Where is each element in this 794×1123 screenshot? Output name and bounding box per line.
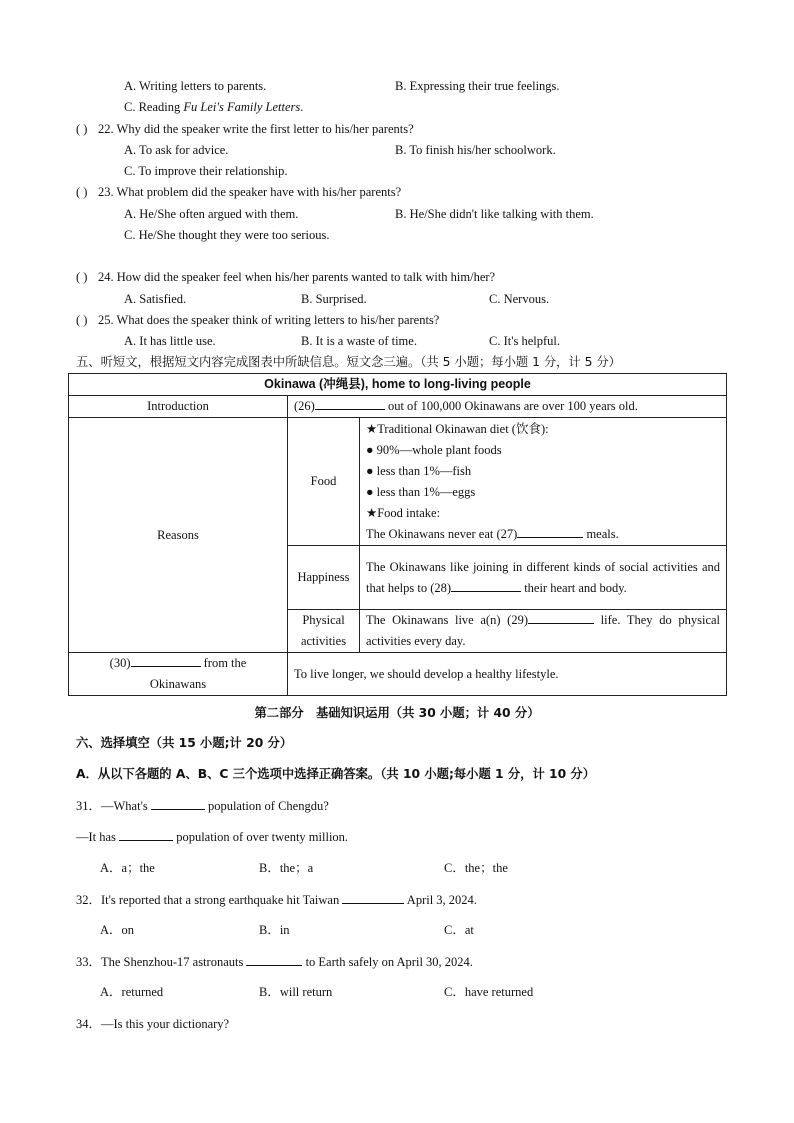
q27-blank[interactable]: [517, 525, 583, 538]
q33-pre: 33．The Shenzhou-17 astronauts: [76, 955, 247, 969]
q33-post: to Earth safely on April 30, 2024.: [302, 955, 473, 969]
q29-blank[interactable]: [528, 611, 594, 624]
food-line: ★Food intake:: [366, 505, 441, 520]
q25-text: 25. What does the speaker think of writing letters to his/her parents?: [98, 313, 440, 327]
q23-answer-paren[interactable]: ( ): [76, 185, 88, 199]
physical-label-line2: activities: [300, 634, 347, 648]
q23-option-a: A. He/She often argued with them.: [124, 207, 299, 221]
physical-post: life. They do physical activities every day.: [366, 613, 721, 648]
physical-cell: [360, 610, 727, 653]
happiness-label: Happiness: [288, 546, 360, 610]
q30-blank[interactable]: [131, 654, 201, 667]
q24-answer-paren[interactable]: ( ): [76, 270, 88, 284]
q32-option-a: A．on: [100, 923, 135, 937]
q22-question: [76, 121, 414, 137]
q24-option-a: A. Satisfied.: [124, 292, 187, 306]
okinawa-table: [68, 373, 727, 696]
food-q27-pre: The Okinawans never eat (27): [366, 526, 518, 541]
q31-line2-pre: —It has: [76, 830, 120, 844]
q32-blank[interactable]: [342, 891, 404, 904]
q24-question: [76, 269, 495, 285]
physical-pre: The Okinawans live a(n) (29): [366, 613, 528, 627]
q33-option-c: C．have returned: [444, 985, 534, 999]
q31-line1-pre: 31．—What's: [76, 799, 151, 813]
q31-line2-post: population of over twenty million.: [173, 830, 349, 844]
q26-blank[interactable]: [315, 397, 385, 410]
food-line: ● less than 1%—fish: [366, 463, 472, 478]
food-line: ★Traditional Okinawan diet (饮食):: [366, 421, 549, 436]
q25-answer-paren[interactable]: ( ): [76, 313, 88, 327]
q32-option-c: C．at: [444, 923, 474, 937]
q23-option-b: B. He/She didn't like talking with them.: [395, 207, 594, 221]
q30-post: from the: [200, 656, 247, 670]
q31-option-a: A．a；the: [100, 861, 155, 875]
q32-post: April 3, 2024.: [404, 893, 477, 907]
q33-blank[interactable]: [246, 953, 302, 966]
q26-number: (26): [294, 399, 315, 413]
sectionA-heading: A．从以下各题的 A、B、C 三个选项中选择正确答案。（共 10 小题;每小题 1 分，计 10 分）: [76, 767, 596, 781]
q25-option-c: C. It's helpful.: [489, 334, 560, 348]
physical-label: [288, 610, 360, 653]
q25-question: [76, 312, 439, 328]
q31-line1-post: population of Chengdu?: [204, 799, 329, 813]
q23-text: 23. What problem did the speaker have with his/her parents?: [98, 185, 402, 199]
q31-option-c: C．the；the: [444, 861, 508, 875]
q22-option-a: A. To ask for advice.: [124, 143, 229, 157]
reasons-label: Reasons: [69, 418, 288, 653]
food-line: ● 90%—whole plant foods: [366, 442, 502, 457]
food-q27-post: meals.: [583, 526, 619, 541]
q33-option-a: A．returned: [100, 985, 164, 999]
q24-option-b: B. Surprised.: [301, 292, 367, 306]
q32-question: [76, 891, 477, 908]
q30-label-line2: Okinawans: [149, 677, 207, 691]
happiness-cell: [360, 546, 727, 610]
q31-line1: [76, 797, 329, 814]
q34-question: 34．—Is this your dictionary?: [76, 1017, 230, 1031]
q21-option-a: A. Writing letters to parents.: [124, 79, 267, 93]
q21-option-c: [124, 99, 303, 115]
q25-option-b: B. It is a waste of time.: [301, 334, 417, 348]
q33-option-b: B．will return: [259, 985, 333, 999]
happiness-post: their heart and body.: [521, 580, 627, 595]
q23-option-c: C. He/She thought they were too serious.: [124, 228, 330, 242]
q24-option-c: C. Nervous.: [489, 292, 550, 306]
q21-option-b: B. Expressing their true feelings.: [395, 79, 560, 93]
q33-question: [76, 953, 473, 970]
q30-label-line1: [75, 653, 281, 674]
intro-cell: [288, 396, 727, 418]
food-cell: [360, 418, 727, 546]
q22-text: 22. Why did the speaker write the first letter to his/her parents?: [98, 122, 414, 136]
q21-option-c-suffix: .: [300, 100, 304, 114]
table-title: Okinawa (冲绳县), home to long-living people: [69, 374, 727, 396]
q24-text: 24. How did the speaker feel when his/her parents wanted to talk with him/her?: [98, 270, 496, 284]
q31-blank-1[interactable]: [151, 797, 205, 810]
q22-answer-paren[interactable]: ( ): [76, 122, 88, 136]
q32-option-b: B．in: [259, 923, 290, 937]
section6-heading: 六、选择填空（共 15 小题;计 20 分）: [76, 736, 293, 750]
q22-option-c: C. To improve their relationship.: [124, 164, 288, 178]
section5-heading: 五、听短文，根据短文内容完成图表中所缺信息。短文念三遍。（共 5 小题；每小题 1 分，计 5 分）: [76, 355, 621, 369]
q25-option-a: A. It has little use.: [124, 334, 216, 348]
part2-heading: 第二部分 基础知识运用（共 30 小题；计 40 分）: [254, 706, 540, 720]
q31-line2: [76, 828, 348, 845]
happiness-pre: The Okinawans like joining in different kinds of social activities and that helps to (28): [366, 559, 721, 595]
q31-option-b: B．the；a: [259, 861, 314, 875]
food-line: ● less than 1%—eggs: [366, 484, 476, 499]
q21-option-c-title: Fu Lei's Family Letters: [183, 100, 301, 114]
food-q27-line: [366, 524, 720, 545]
food-label: Food: [288, 418, 360, 546]
q31-blank-2[interactable]: [119, 828, 173, 841]
q30-number: (30): [109, 656, 131, 670]
intro-text: out of 100,000 Okinawans are over 100 years old.: [384, 399, 638, 413]
q22-option-b: B. To finish his/her schoolwork.: [395, 143, 556, 157]
q28-blank[interactable]: [451, 579, 521, 592]
q23-question: [76, 184, 401, 200]
intro-label: Introduction: [69, 396, 288, 418]
q32-pre: 32．It's reported that a strong earthquake hit Taiwan: [76, 893, 343, 907]
q30-answer-cell: To live longer, we should develop a healthy lifestyle.: [288, 653, 727, 696]
q21-option-c-prefix: C. Reading: [124, 100, 184, 114]
physical-label-line1: Physical: [302, 613, 345, 627]
q30-label-cell: [69, 653, 288, 696]
